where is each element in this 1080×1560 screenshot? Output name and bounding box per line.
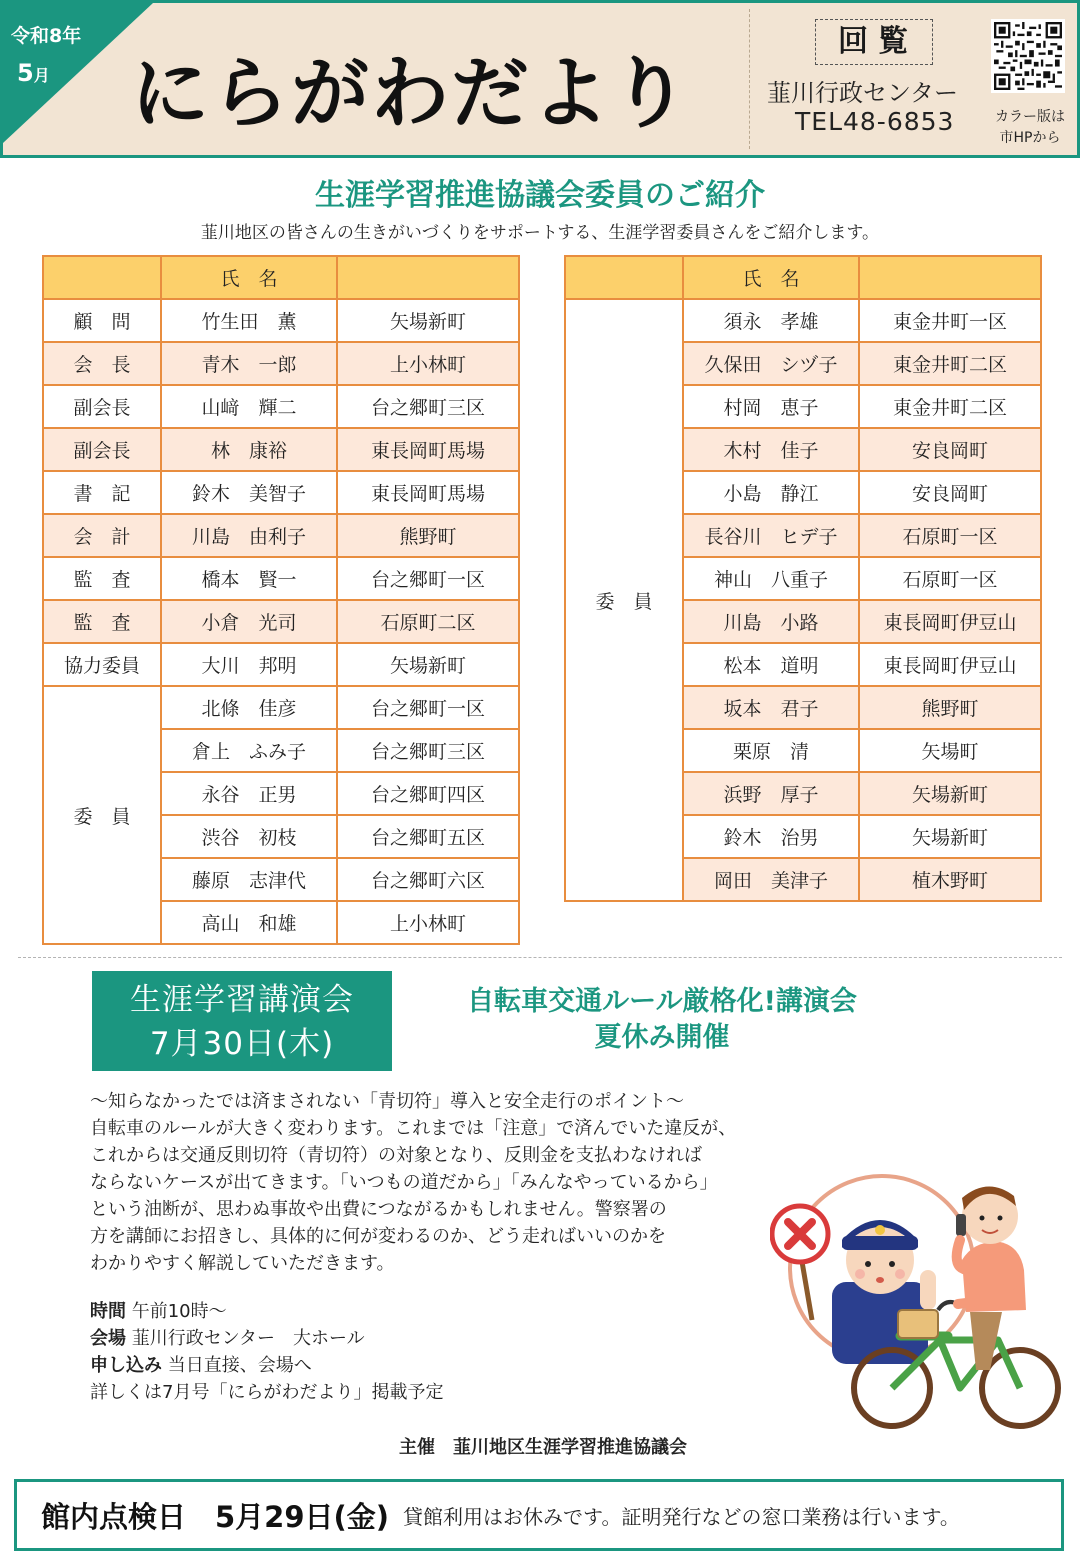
name-cell: 山﨑 輝二 (161, 385, 337, 428)
committee-table-left (42, 255, 520, 945)
area-cell: 上小林町 (337, 342, 519, 385)
name-header-cell: 氏 名 (161, 256, 337, 299)
bicycle-safety-illustration (770, 1170, 1070, 1440)
name-cell: 浜野 厚子 (683, 772, 859, 815)
area-cell: 植木野町 (859, 858, 1041, 901)
name-cell: 高山 和雄 (161, 901, 337, 944)
inspection-note: 貸館利用はお休みです。証明発行などの窓口業務は行います。 (403, 1504, 960, 1529)
table-row (43, 514, 519, 557)
name-cell: 藤原 志津代 (161, 858, 337, 901)
name-cell: 川島 小路 (683, 600, 859, 643)
name-cell: 松本 道明 (683, 643, 859, 686)
area-cell: 矢場新町 (337, 299, 519, 342)
lecture-description (90, 1088, 810, 1277)
area-cell: 台之郷町一区 (337, 686, 519, 729)
area-cell: 矢場新町 (859, 772, 1041, 815)
lecture-title-line2: 夏休み開催 (594, 1022, 730, 1053)
newsletter-header (0, 0, 1080, 158)
area-cell: 台之郷町六区 (337, 858, 519, 901)
header-divider (749, 9, 750, 149)
table-row (43, 557, 519, 600)
time-value: 午前10時～ (131, 1301, 227, 1322)
table-row (43, 385, 519, 428)
lecture-body-line: 方を講師にお招きし、具体的に何が変わるのか、どう走ればいいのかを (90, 1226, 666, 1247)
color-note-line2: 市HPから (999, 130, 1061, 146)
name-cell: 長谷川 ヒデ子 (683, 514, 859, 557)
lecture-sponsor: 主催 韮川地区生涯学習推進協議会 (399, 1437, 687, 1458)
area-cell: 台之郷町一区 (337, 557, 519, 600)
name-cell: 栗原 清 (683, 729, 859, 772)
qr-code-icon[interactable] (991, 19, 1065, 93)
role-cell: 委 員 (43, 686, 161, 944)
area-cell: 石原町一区 (859, 557, 1041, 600)
name-cell: 竹生田 薫 (161, 299, 337, 342)
name-cell: 川島 由利子 (161, 514, 337, 557)
name-cell: 北條 佳彦 (161, 686, 337, 729)
apply-label: 申し込み (90, 1355, 162, 1376)
area-cell: 台之郷町三区 (337, 729, 519, 772)
venue-value: 韮川行政センター 大ホール (131, 1328, 365, 1349)
role-cell: 副会長 (43, 385, 161, 428)
area-cell: 矢場町 (859, 729, 1041, 772)
name-cell: 林 康裕 (161, 428, 337, 471)
table-row (43, 471, 519, 514)
lecture-badge (92, 971, 392, 1071)
apply-value: 当日直接、会場へ (167, 1355, 312, 1376)
name-header-cell: 氏 名 (683, 256, 859, 299)
area-cell: 石原町一区 (859, 514, 1041, 557)
table-row (565, 299, 1041, 342)
table-row (43, 299, 519, 342)
area-cell: 石原町二区 (337, 600, 519, 643)
role-cell: 書 記 (43, 471, 161, 514)
area-cell: 安良岡町 (859, 471, 1041, 514)
time-label: 時間 (90, 1301, 126, 1322)
name-cell: 鈴木 美智子 (161, 471, 337, 514)
circulation-stamp: 回覧 (815, 19, 933, 65)
lecture-time (90, 1298, 590, 1325)
area-cell: 台之郷町五区 (337, 815, 519, 858)
name-cell: 小倉 光司 (161, 600, 337, 643)
area-cell: 東金井町一区 (859, 299, 1041, 342)
inspection-day: 館内点検日 5月29日(金) (41, 1499, 390, 1534)
name-cell: 小島 静江 (683, 471, 859, 514)
table-row (43, 643, 519, 686)
table-header-row (43, 256, 519, 299)
area-cell: 東長岡町馬場 (337, 428, 519, 471)
role-header-cell (565, 256, 683, 299)
lecture-body-line: 自転車のルールが大きく変わります。これまでは「注意」で済んでいた違反が、 (90, 1118, 737, 1139)
area-cell: 東長岡町馬場 (337, 471, 519, 514)
era-label: 令和8年 (11, 25, 82, 47)
area-cell: 熊野町 (859, 686, 1041, 729)
name-cell: 岡田 美津子 (683, 858, 859, 901)
name-cell: 大川 邦明 (161, 643, 337, 686)
lecture-body-line: という油断が、思わぬ事故や出費につながるかもしれません。警察署の (90, 1199, 667, 1220)
name-cell: 久保田 シヅ子 (683, 342, 859, 385)
lecture-title (392, 984, 932, 1056)
color-version-note (985, 107, 1075, 149)
lecture-details (90, 1298, 590, 1406)
table-row (43, 686, 519, 729)
lecture-title-line1: 自転車交通ルール厳格化!講演会 (467, 986, 857, 1017)
venue-label: 会場 (90, 1328, 126, 1349)
name-cell: 倉上 ふみ子 (161, 729, 337, 772)
month-number: 5 (17, 59, 34, 87)
name-cell: 神山 八重子 (683, 557, 859, 600)
lecture-venue (90, 1325, 590, 1352)
lecture-apply (90, 1352, 590, 1379)
area-header-cell (337, 256, 519, 299)
table-header-row (565, 256, 1041, 299)
area-cell: 東金井町二区 (859, 342, 1041, 385)
table-row (43, 600, 519, 643)
lecture-body-line: ならないケースが出てきます。「いつもの道だから」「みんなやっているから」 (90, 1172, 718, 1193)
area-cell: 上小林町 (337, 901, 519, 944)
office-phone: TEL48-6853 (795, 107, 955, 136)
role-cell: 監 査 (43, 557, 161, 600)
name-cell: 須永 孝雄 (683, 299, 859, 342)
table-row (43, 342, 519, 385)
committee-title: 生涯学習推進協議会委員のご紹介 (315, 178, 765, 213)
name-cell: 青木 一郎 (161, 342, 337, 385)
name-cell: 木村 佳子 (683, 428, 859, 471)
area-cell: 台之郷町四区 (337, 772, 519, 815)
area-header-cell (859, 256, 1041, 299)
committee-subtitle: 韮川地区の皆さんの生きがいづくりをサポートする、生涯学習委員さんをご紹介します。 (200, 223, 880, 243)
lecture-body-line: ～知らなかったでは済まされない「青切符」導入と安全走行のポイント～ (90, 1091, 684, 1112)
role-cell: 協力委員 (43, 643, 161, 686)
area-cell: 台之郷町三区 (337, 385, 519, 428)
committee-table-right (564, 255, 1042, 902)
office-name: 韮川行政センター (767, 79, 959, 107)
month-unit: 月 (33, 66, 50, 85)
name-cell: 橋本 賢一 (161, 557, 337, 600)
table-row (43, 428, 519, 471)
role-cell: 会 長 (43, 342, 161, 385)
role-header-cell (43, 256, 161, 299)
lecture-body-line: これからは交通反則切符（青切符）の対象となり、反則金を支払わなければ (90, 1145, 702, 1166)
color-note-line1: カラー版は (995, 109, 1065, 125)
lecture-body-line: わかりやすく解説していただきます。 (90, 1253, 395, 1274)
inspection-day-notice (14, 1479, 1064, 1551)
lecture-detail-note: 詳しくは7月号「にらがわだより」掲載予定 (90, 1382, 444, 1403)
newsletter-title: にらがわだより (131, 49, 692, 139)
area-cell: 東長岡町伊豆山 (859, 643, 1041, 686)
lecture-badge-name: 生涯学習講演会 (130, 982, 354, 1018)
role-cell: 会 計 (43, 514, 161, 557)
role-cell: 監 査 (43, 600, 161, 643)
role-cell: 副会長 (43, 428, 161, 471)
name-cell: 永谷 正男 (161, 772, 337, 815)
name-cell: 鈴木 治男 (683, 815, 859, 858)
area-cell: 安良岡町 (859, 428, 1041, 471)
name-cell: 坂本 君子 (683, 686, 859, 729)
area-cell: 東金井町二区 (859, 385, 1041, 428)
lecture-badge-date: 7月30日(木) (149, 1026, 335, 1062)
area-cell: 熊野町 (337, 514, 519, 557)
area-cell: 東長岡町伊豆山 (859, 600, 1041, 643)
name-cell: 渋谷 初枝 (161, 815, 337, 858)
area-cell: 矢場新町 (859, 815, 1041, 858)
role-cell: 顧 問 (43, 299, 161, 342)
role-cell: 委 員 (565, 299, 683, 901)
month-label (17, 59, 50, 87)
name-cell: 村岡 恵子 (683, 385, 859, 428)
area-cell: 矢場新町 (337, 643, 519, 686)
section-divider (18, 957, 1062, 958)
